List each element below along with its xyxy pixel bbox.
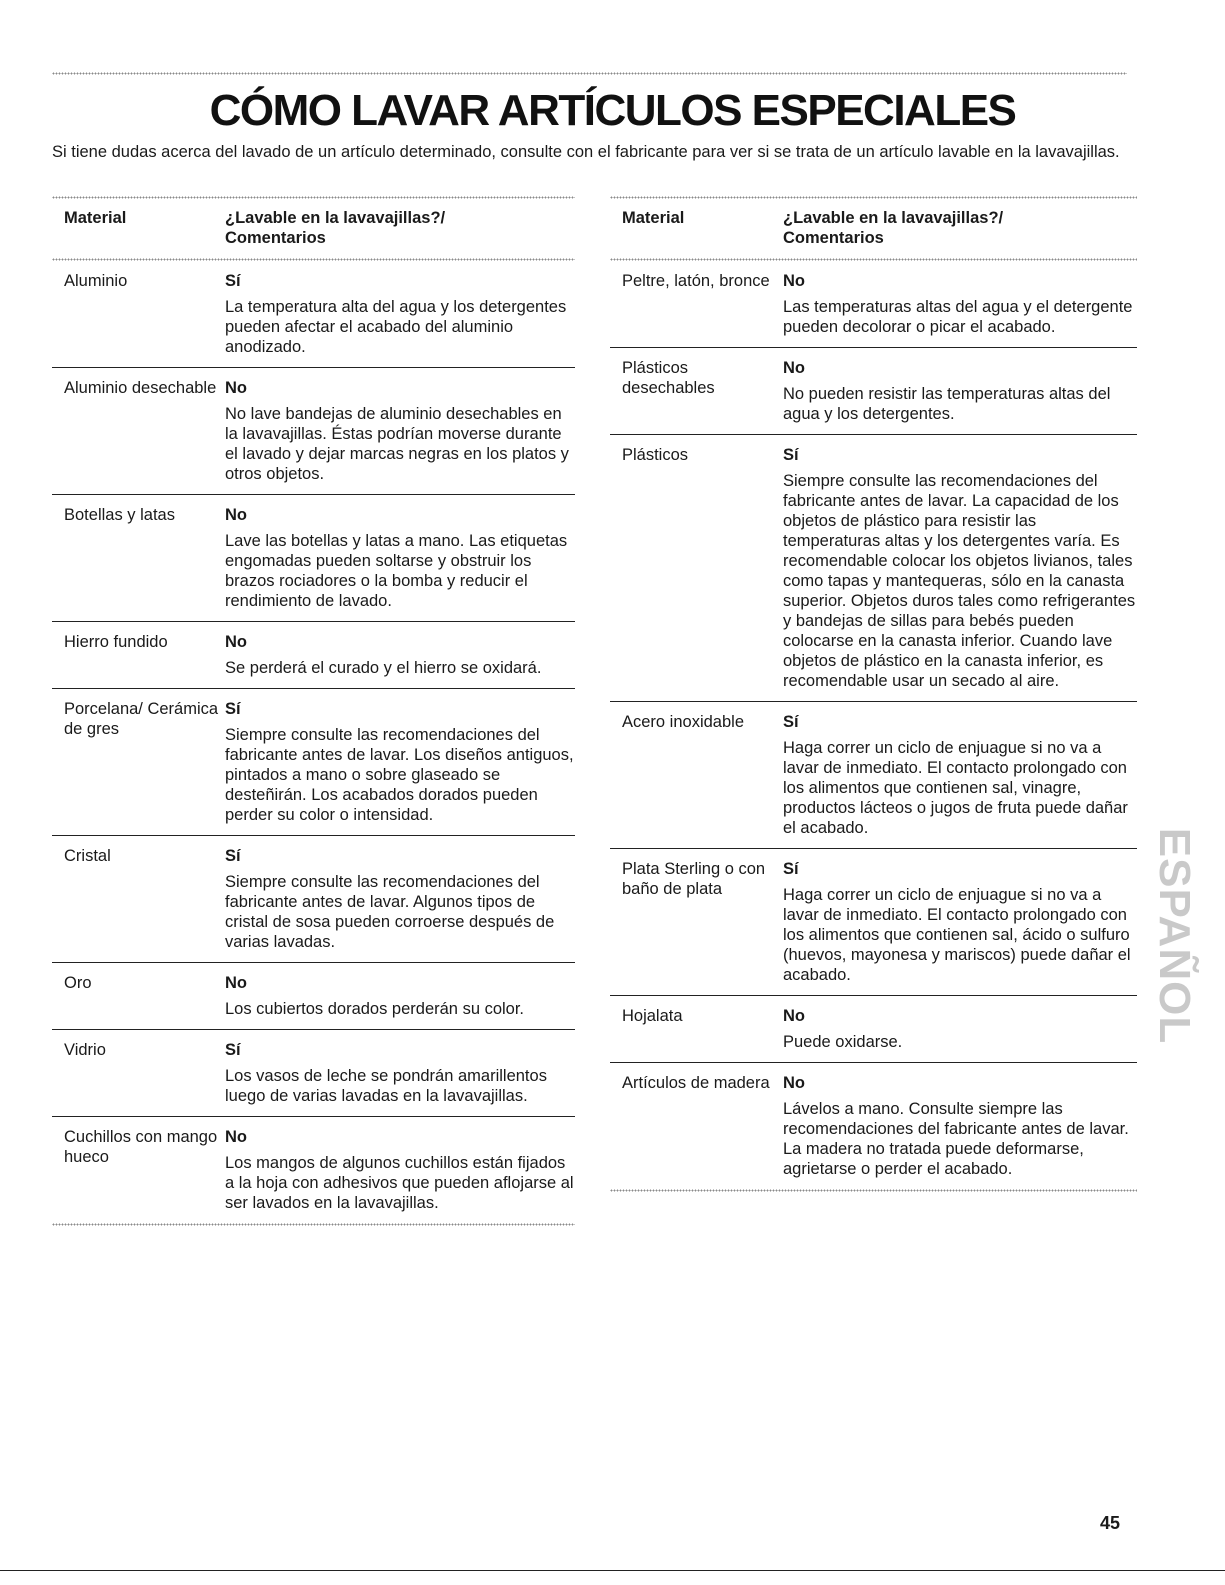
washable-verdict: Sí [225, 700, 241, 718]
page-bottom-rule [0, 1570, 1225, 1571]
language-side-tab [1147, 812, 1201, 1060]
washability-info [783, 358, 1137, 424]
washable-verdict: Sí [225, 1041, 241, 1059]
table-row [52, 368, 575, 495]
table-row [610, 261, 1137, 348]
washability-info [783, 445, 1137, 691]
material-name: Vidrio [64, 1041, 106, 1059]
washing-comment: Se perderá el curado y el hierro se oxidará. [225, 659, 542, 677]
washing-comment: Los mangos de algunos cuchillos están fijados a la hoja con adhesivos que pueden aflojarse al ser lavados en la lavavajillas. [225, 1154, 574, 1212]
washable-verdict: No [225, 974, 247, 992]
material-name: Plásticos desechables [622, 359, 715, 397]
washing-comment: Siempre consulte las recomendaciones del fabricante antes de lavar. La capacidad de los objetos de plástico para resistir las temperaturas altas y los detergentes varía. Es recomendable colocar los objetos livianos, tales como tapas y mantequeras, sólo en la canasta superior. Objetos duros tales como refrigerantes y bandejas de sillas para bebés pueden colocarse en la canasta inferior. Cuando lave objetos de plástico en la canasta inferior, es recomendable usar un secado al aire. [783, 472, 1136, 690]
right-table [610, 196, 1137, 1192]
material-name: Botellas y latas [64, 506, 175, 524]
material-name: Hojalata [622, 1007, 683, 1025]
material-name: Porcelana/ Cerámica de gres [64, 700, 219, 738]
material-name: Plata Sterling o con baño de plata [622, 860, 766, 898]
header-washable [783, 208, 1137, 248]
washability-info [225, 846, 575, 952]
table-header [610, 199, 1137, 258]
washing-comment: Los vasos de leche se pondrán amarillentos luego de varias lavadas en la lavavajillas. [225, 1067, 547, 1105]
material-name: Plásticos [622, 446, 689, 464]
table-row [610, 348, 1137, 435]
material-name: Aluminio desechable [64, 379, 217, 397]
right-rows [610, 261, 1137, 1189]
table-row [610, 702, 1137, 849]
washability-info [225, 632, 575, 678]
table-row [52, 1117, 575, 1223]
washable-verdict: No [225, 1128, 247, 1146]
page-number: 45 [1100, 1513, 1121, 1533]
washable-verdict: No [225, 506, 247, 524]
top-dotted-rule [52, 72, 1127, 75]
material-name: Cristal [64, 847, 111, 865]
washing-comment: No lave bandejas de aluminio desechables en la lavavajillas. Éstas podrían moverse durante el lavado y dejar marcas negras en los platos y otros objetos. [225, 405, 569, 483]
washing-comment: Siempre consulte las recomendaciones del fabricante antes de lavar. Los diseños antiguos, pintados a mano o sobre glaseado se desteñirán. Los acabados dorados pueden perder su color o intensidad. [225, 726, 574, 824]
header-material: Material [64, 209, 127, 227]
material-name: Acero inoxidable [622, 713, 744, 731]
washability-info [783, 712, 1137, 838]
page-title: CÓMO LAVAR ARTÍCULOS ESPECIALES [209, 86, 1016, 135]
header-comments: Comentarios [783, 229, 884, 247]
washing-comment: Lave las botellas y latas a mano. Las etiquetas engomadas pueden soltarse y obstruir los brazos rociadores o la bomba y reducir el rendimiento de lavado. [225, 532, 568, 610]
washing-comment: Haga correr un ciclo de enjuague si no va a lavar de inmediato. El contacto prolongado con los alimentos que contienen sal, ácido o sulfuro (huevos, mayonesa y mariscos) puede dañar el acabado. [783, 886, 1131, 984]
washable-verdict: No [783, 359, 805, 377]
material-name: Cuchillos con mango hueco [64, 1128, 218, 1166]
washable-verdict: Sí [225, 847, 241, 865]
material-name: Artículos de madera [622, 1074, 770, 1092]
washable-verdict: No [783, 272, 805, 290]
washing-comment: Las temperaturas altas del agua y el detergente pueden decolorar o picar el acabado. [783, 298, 1133, 336]
intro-paragraph: Si tiene dudas acerca del lavado de un artículo determinado, consulte con el fabricante para ver si se trata de un artículo lavable en la lavavajillas. [52, 143, 1120, 161]
washable-verdict: Sí [783, 713, 799, 731]
table-row [52, 963, 575, 1030]
material-name: Peltre, latón, bronce [622, 272, 770, 290]
washability-info [783, 271, 1137, 337]
table-row [610, 996, 1137, 1063]
table-row [52, 836, 575, 963]
washing-comment: Puede oxidarse. [783, 1033, 903, 1051]
washability-info [225, 271, 575, 357]
washing-comment: Los cubiertos dorados perderán su color. [225, 1000, 525, 1018]
washing-comment: Haga correr un ciclo de enjuague si no va a lavar de inmediato. El contacto prolongado con los alimentos que contienen sal, vinagre, productos lácteos o jugos de fruta puede dañar el acabado. [783, 739, 1128, 837]
table-row [52, 622, 575, 689]
header-comments: Comentarios [225, 229, 326, 247]
table-row [610, 849, 1137, 996]
header-question: ¿Lavable en la lavavajillas?/ [225, 209, 446, 227]
washability-info [225, 973, 575, 1019]
table-bottom-rule [610, 1189, 1137, 1192]
washability-info [225, 378, 575, 484]
washable-verdict: No [225, 379, 247, 397]
table-header [52, 199, 575, 258]
header-washable [225, 208, 575, 248]
washable-verdict: Sí [225, 272, 241, 290]
table-row [52, 495, 575, 622]
table-row [52, 261, 575, 368]
washability-info [783, 1073, 1137, 1179]
washable-verdict: Sí [783, 860, 799, 878]
washability-info [783, 1006, 1137, 1052]
side-tab-label: ESPAÑOL [1150, 827, 1199, 1045]
left-rows [52, 261, 575, 1223]
table-row [52, 1030, 575, 1117]
washing-comment: Lávelos a mano. Consulte siempre las recomendaciones del fabricante antes de lavar. La madera no tratada puede deformarse, agrietarse o perder el acabado. [783, 1100, 1129, 1178]
table-row [610, 1063, 1137, 1189]
washing-comment: No pueden resistir las temperaturas altas del agua y los detergentes. [783, 385, 1111, 423]
table-row [52, 689, 575, 836]
washability-info [225, 505, 575, 611]
material-name: Oro [64, 974, 92, 992]
washability-info [225, 1040, 575, 1106]
washability-info [225, 1127, 575, 1213]
washability-info [225, 699, 575, 825]
washable-verdict: Sí [783, 446, 799, 464]
header-material: Material [622, 209, 685, 227]
material-name: Hierro fundido [64, 633, 168, 651]
washable-verdict: No [783, 1007, 805, 1025]
material-name: Aluminio [64, 272, 128, 290]
washing-comment: La temperatura alta del agua y los detergentes pueden afectar el acabado del aluminio anodizado. [225, 298, 567, 356]
table-row [610, 435, 1137, 702]
washability-info [783, 859, 1137, 985]
table-bottom-rule [52, 1223, 575, 1226]
left-table [52, 196, 575, 1226]
header-question: ¿Lavable en la lavavajillas?/ [783, 209, 1004, 227]
washing-comment: Siempre consulte las recomendaciones del fabricante antes de lavar. Algunos tipos de cristal de sosa pueden corroerse después de varias lavadas. [225, 873, 555, 951]
washable-verdict: No [783, 1074, 805, 1092]
washable-verdict: No [225, 633, 247, 651]
